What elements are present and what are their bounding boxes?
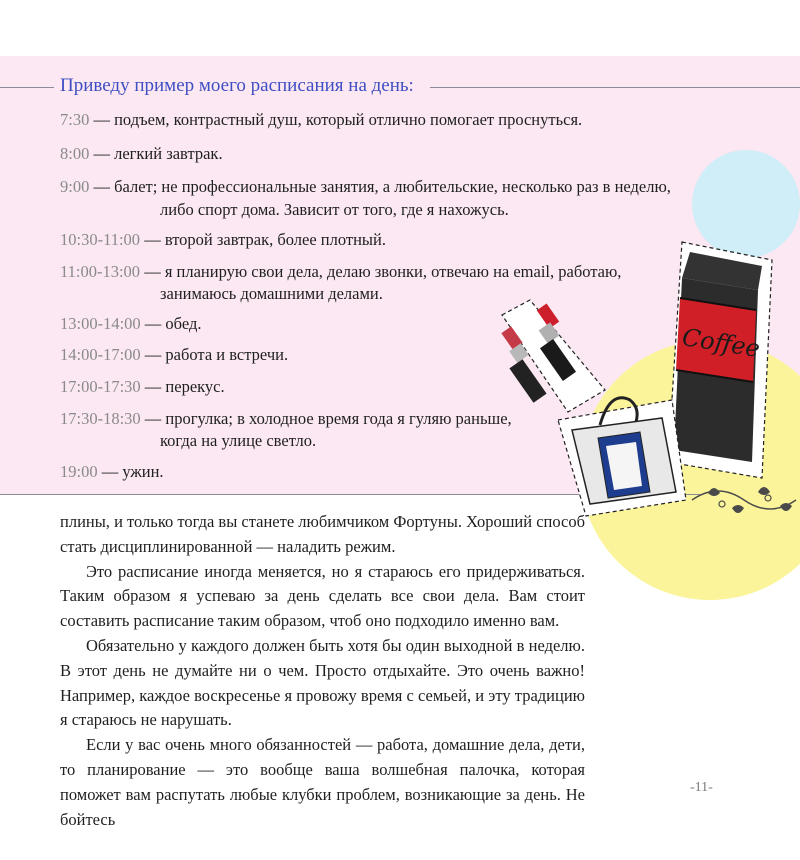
schedule-row [60, 108, 582, 132]
schedule-text: — балет; не профессиональные занятия, а любительские, несколько раз в неделю, [89, 177, 671, 196]
schedule-row [60, 312, 201, 336]
schedule-text: — перекус. [140, 377, 225, 396]
sticker-illustration [490, 230, 790, 520]
schedule-row [60, 407, 512, 431]
schedule-time: 7:30 [60, 110, 90, 129]
schedule-time: 9:00 [60, 177, 90, 196]
schedule-text: — подъем, контрастный душ, который отлично помогает проснуться. [89, 110, 583, 129]
schedule-row [60, 343, 288, 367]
header-rule-right [430, 87, 800, 88]
schedule-row [60, 142, 223, 166]
schedule-time: 10:30-11:00 [60, 230, 141, 249]
schedule-time: 17:30-18:30 [60, 409, 141, 428]
body-text [60, 510, 585, 832]
schedule-row [60, 460, 164, 484]
paragraph: Это расписание иногда меняется, но я стараюсь его придерживаться. Таким образом я успеваю за день сделать все свои дела. Вам стоит составить расписание таким образом, чтоб оно подходило именно вам. [60, 561, 585, 631]
handbag-icon [558, 398, 686, 516]
schedule-heading: Приведу пример моего расписания на день: [60, 75, 414, 96]
schedule-row [60, 228, 386, 252]
schedule-row [60, 175, 671, 199]
schedule-time: 17:00-17:30 [60, 377, 141, 396]
header-rule-left [0, 87, 54, 88]
schedule-continuation: либо спорт дома. Зависит от того, где я нахожусь. [160, 200, 509, 219]
page-number: -11- [690, 780, 713, 795]
schedule-text: — второй завтрак, более плотный. [140, 230, 386, 249]
schedule-continuation: когда на улице светло. [160, 431, 317, 450]
schedule-continuation: занимаюсь домашними делами. [160, 284, 383, 303]
lipstick-icon [501, 300, 605, 412]
schedule-time: 19:00 [60, 462, 98, 481]
paragraph: Если у вас очень много обязанностей — работа, домашние дела, дети, то планирование — это вообще ваша волшебная палочка, которая поможет вам распутать любые клубки проблем, возникающие за день. Не бойтесь [60, 735, 585, 829]
floral-ornament-icon [688, 478, 800, 522]
schedule-text: — я планирую свои дела, делаю звонки, отвечаю на email, работаю, [140, 262, 622, 281]
schedule-time: 14:00-17:00 [60, 345, 141, 364]
schedule-time: 8:00 [60, 144, 90, 163]
coffee-label: Coffee [680, 323, 762, 363]
schedule-text: — прогулка; в холодное время года я гуляю раньше, [140, 409, 512, 428]
schedule-row [60, 375, 225, 399]
schedule-text: — работа и встречи. [140, 345, 289, 364]
schedule-text: — обед. [140, 314, 202, 333]
schedule-text: — легкий завтрак. [89, 144, 223, 163]
schedule-text: — ужин. [97, 462, 164, 481]
paragraph: Обязательно у каждого должен быть хотя бы один выходной в неделю. В этот день не думайте ни о чем. Просто отдыхайте. Это очень важно! Например, каждое воскресенье я провожу время с семьей, и эту традицию я стараюсь не нарушать. [60, 635, 585, 730]
paragraph: плины, и только тогда вы станете любимчиком Фортуны. Хороший способ стать дисциплинированной — наладить режим. [60, 512, 585, 556]
schedule-time: 13:00-14:00 [60, 314, 141, 333]
coffee-cup-icon [668, 242, 772, 478]
schedule-time: 11:00-13:00 [60, 262, 141, 281]
